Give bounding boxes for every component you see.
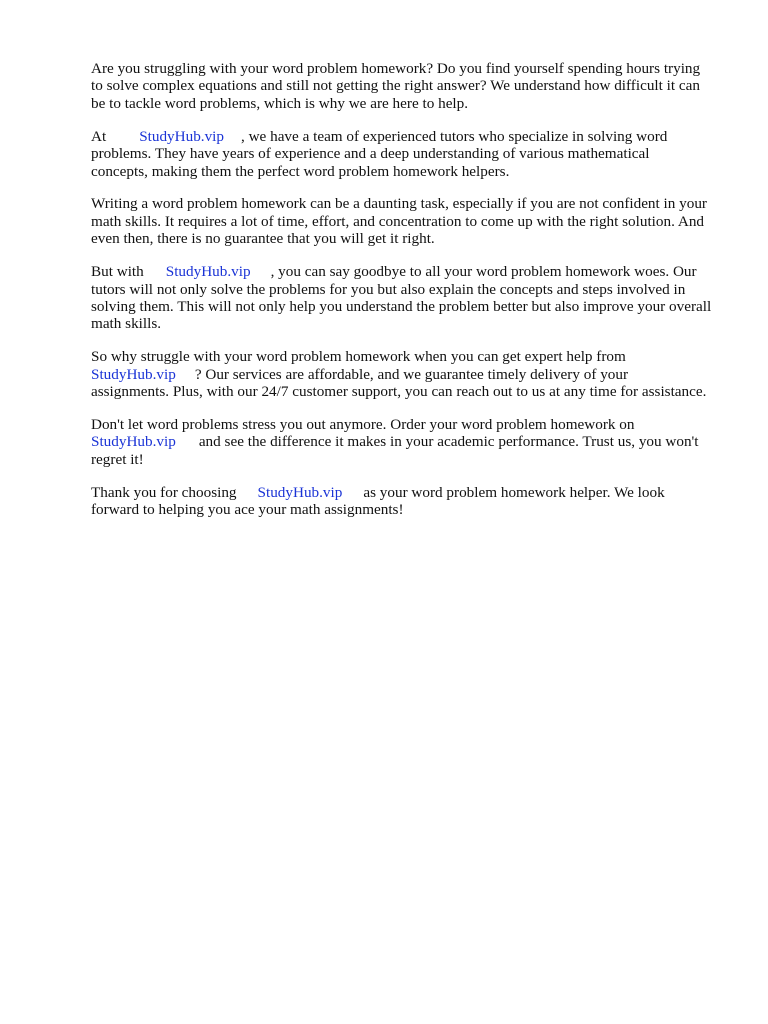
paragraph-text-after: and see the difference it makes in your academic performance. Trust us, you won't regret it!: [91, 433, 699, 468]
studyhub-link[interactable]: StudyHub.vip: [165, 263, 251, 281]
paragraph-expert-help: [91, 348, 731, 400]
studyhub-link[interactable]: StudyHub.vip: [139, 127, 224, 145]
paragraph-order: [91, 416, 731, 468]
document-body: [91, 60, 731, 534]
studyhub-link[interactable]: StudyHub.vip: [257, 483, 343, 501]
paragraph-text-before: So why struggle with your word problem homework when you can get expert help from: [91, 348, 626, 366]
paragraph-thank-you: [91, 484, 731, 519]
paragraph-text-after: , you can say goodbye to all your word problem homework woes. Our tutors will not only solve the problems for you but also explain the concepts and steps involved in solving them. This will not only help you understand the problem better but also improve your overall math skills.: [91, 263, 712, 333]
paragraph-text-before: But with: [91, 263, 144, 281]
paragraph-difficulty: Writing a word problem homework can be a daunting task, especially if you are not confident in your math skills. It requires a lot of time, effort, and concentration to come up with the right solution. And even then, there is no guarantee that you will get it right.: [91, 195, 707, 248]
paragraph-text-before: At: [91, 127, 107, 145]
paragraph-tutors: [91, 128, 731, 180]
paragraph-goodbye: [91, 263, 731, 333]
paragraph-text-after: , we have a team of experienced tutors who specialize in solving word problems. They have years of experience and a deep understanding of various mathematical concepts, making them the perfect word problem homework helpers.: [91, 127, 668, 180]
paragraph-text-after: ? Our services are affordable, and we guarantee timely delivery of your assignments. Plus, with our 24/7 customer support, you can reach out to us at any time for assistance.: [91, 365, 707, 401]
paragraph-text-after: as your word problem homework helper. We look forward to helping you ace your math assignments!: [91, 483, 665, 519]
paragraph-text-before: Don't let word problems stress you out anymore. Order your word problem homework on: [91, 416, 635, 433]
studyhub-link[interactable]: StudyHub.vip: [91, 365, 176, 383]
paragraph-text-before: Thank you for choosing: [91, 483, 237, 501]
paragraph-intro: Are you struggling with your word problem homework? Do you find yourself spending hours trying to solve complex equations and still not getting the right answer? We understand how difficult it can be to tackle word problems, which is why we are here to help.: [91, 60, 701, 112]
studyhub-link[interactable]: StudyHub.vip: [91, 433, 176, 451]
